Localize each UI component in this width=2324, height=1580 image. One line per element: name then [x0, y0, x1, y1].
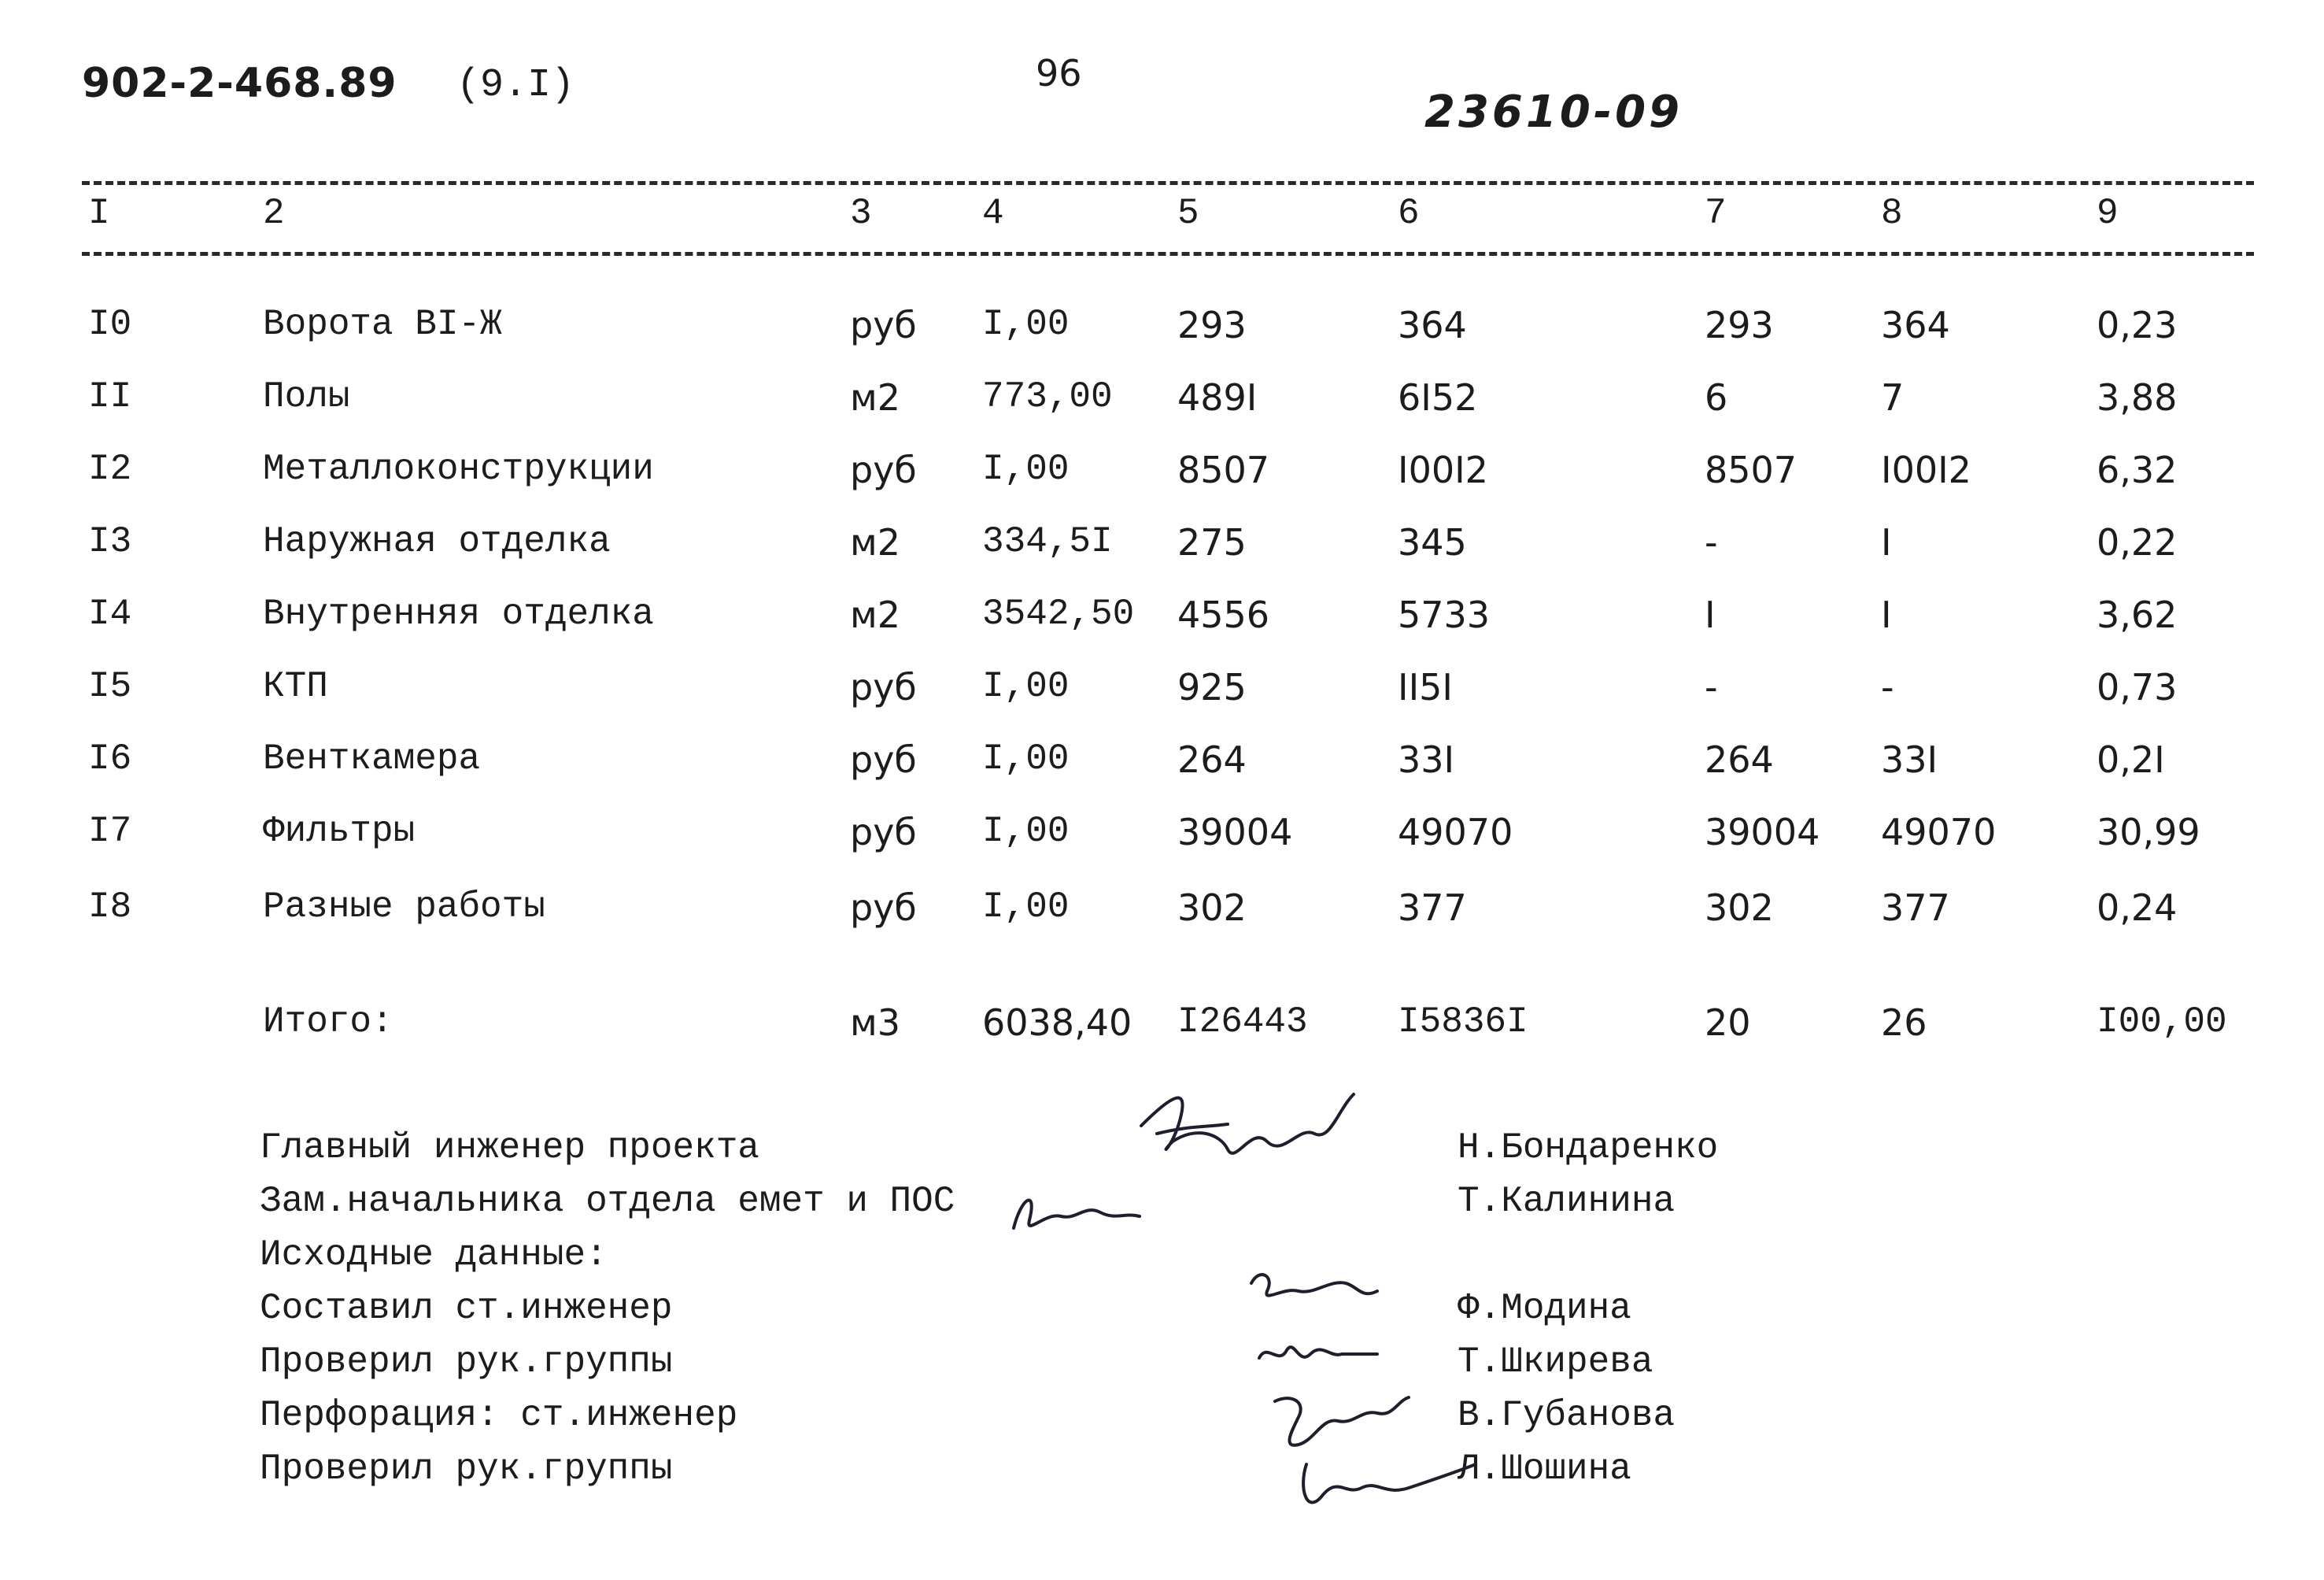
column-header: 4	[982, 193, 1004, 234]
row-number: I5	[88, 666, 132, 707]
cost-col5: 293	[1177, 304, 1247, 346]
cost-col6: I00I2	[1398, 449, 1488, 491]
unit: руб	[850, 738, 917, 781]
percent-share: 3,88	[2097, 376, 2178, 419]
cost-col8: 33I	[1881, 738, 1938, 781]
total-col8: 26	[1881, 1001, 1927, 1044]
signature-role: Зам.начальника отдела емет и ПОС	[260, 1181, 955, 1222]
cost-col7: -	[1705, 521, 1718, 564]
cost-col7: I	[1705, 594, 1716, 636]
row-number: II	[88, 376, 132, 417]
document-code: 902-2-468.89	[82, 60, 397, 107]
total-quantity: 6038,40	[982, 1001, 1132, 1044]
column-header: 3	[850, 193, 872, 234]
signature-role: Проверил рук.группы	[260, 1449, 673, 1489]
quantity: 3542,50	[982, 594, 1135, 635]
cost-col6: II5I	[1398, 666, 1453, 709]
signature-name: В.Губанова	[1458, 1395, 1676, 1436]
cost-col7: -	[1705, 666, 1718, 709]
item-name: Полы	[263, 376, 350, 417]
unit: руб	[850, 811, 917, 853]
cost-col8: 377	[1881, 886, 1950, 929]
item-name: КТП	[263, 666, 328, 707]
unit: руб	[850, 304, 917, 346]
cost-col5: 8507	[1177, 449, 1270, 491]
signature-role: Проверил рук.группы	[260, 1341, 673, 1382]
cost-col7: 8507	[1705, 449, 1797, 491]
cost-col8: 49070	[1881, 811, 1997, 853]
cost-col6: 33I	[1398, 738, 1455, 781]
cost-col5: 39004	[1177, 811, 1293, 853]
unit: руб	[850, 449, 917, 491]
cost-col6: 377	[1398, 886, 1467, 929]
signature-role: Перфорация: ст.инженер	[260, 1395, 738, 1436]
percent-share: 3,62	[2097, 594, 2178, 636]
total-unit: м3	[850, 1001, 900, 1044]
signature-name: Т.Калинина	[1458, 1181, 1676, 1222]
item-name: Ворота BI-Ж	[263, 304, 502, 345]
item-name: Наружная отделка	[263, 521, 611, 562]
cost-col5: 302	[1177, 886, 1247, 929]
quantity: I,00	[982, 811, 1070, 852]
column-header: I	[88, 193, 110, 234]
cost-col8: I00I2	[1881, 449, 1971, 491]
cost-col7: 302	[1705, 886, 1774, 929]
cost-col7: 39004	[1705, 811, 1820, 853]
archive-number: 23610-09	[1424, 87, 1683, 138]
total-label: Итого:	[263, 1001, 393, 1042]
cost-col5: 275	[1177, 521, 1247, 564]
cost-col5: 264	[1177, 738, 1247, 781]
signature-role: Главный инженер проекта	[260, 1127, 759, 1168]
handwritten-signature	[1291, 1441, 1480, 1527]
cost-col7: 293	[1705, 304, 1774, 346]
quantity: I,00	[982, 304, 1070, 345]
header-rule-top	[82, 181, 2254, 185]
total-col6: I5836I	[1398, 1001, 1528, 1042]
cost-col8: 364	[1881, 304, 1950, 346]
row-number: I6	[88, 738, 132, 779]
source-data-label: Исходные данные:	[260, 1234, 608, 1275]
item-name: Металлоконструкции	[263, 449, 654, 490]
column-header: 8	[1881, 193, 1903, 234]
row-number: I0	[88, 304, 132, 345]
cost-col8: I	[1881, 521, 1892, 564]
quantity: I,00	[982, 666, 1070, 707]
row-number: I4	[88, 594, 132, 635]
item-name: Венткамера	[263, 738, 481, 779]
cost-col5: 4556	[1177, 594, 1270, 636]
percent-share: 6,32	[2097, 449, 2178, 491]
signature-name: Н.Бондаренко	[1458, 1127, 1719, 1168]
item-name: Фильтры	[263, 811, 416, 852]
quantity: 773,00	[982, 376, 1113, 417]
percent-share: 0,24	[2097, 886, 2178, 929]
handwritten-signature	[1251, 1327, 1385, 1382]
quantity: I,00	[982, 886, 1070, 927]
percent-share: 0,23	[2097, 304, 2178, 346]
unit: м2	[850, 521, 900, 564]
cost-col6: 49070	[1398, 811, 1513, 853]
cost-col6: 345	[1398, 521, 1467, 564]
total-percent: I00,00	[2097, 1001, 2227, 1042]
handwritten-signature	[998, 1181, 1155, 1244]
item-name: Внутренняя отделка	[263, 594, 654, 635]
quantity: I,00	[982, 738, 1070, 779]
unit: м2	[850, 376, 900, 419]
cost-col8: 7	[1881, 376, 1905, 419]
item-name: Разные работы	[263, 886, 545, 927]
quantity: I,00	[982, 449, 1070, 490]
quantity: 334,5I	[982, 521, 1113, 562]
section-number: (9.I)	[456, 63, 575, 108]
percent-share: 0,2I	[2097, 738, 2165, 781]
handwritten-signature	[1243, 1260, 1385, 1323]
unit: м2	[850, 594, 900, 636]
cost-col5: 489I	[1177, 376, 1258, 419]
cost-col6: 6I52	[1398, 376, 1478, 419]
page-number: 96	[1036, 52, 1082, 94]
column-header: 2	[263, 193, 285, 234]
cost-col6: 364	[1398, 304, 1467, 346]
row-number: I2	[88, 449, 132, 490]
cost-col6: 5733	[1398, 594, 1491, 636]
column-header: 5	[1177, 193, 1199, 234]
cost-col8: -	[1881, 666, 1894, 709]
cost-col7: 6	[1705, 376, 1728, 419]
total-col5: I26443	[1177, 1001, 1308, 1042]
signature-name: Т.Шкирева	[1458, 1341, 1653, 1382]
handwritten-signature	[1125, 1079, 1362, 1189]
signature-name: Л.Шошина	[1458, 1449, 1631, 1489]
row-number: I3	[88, 521, 132, 562]
cost-col8: I	[1881, 594, 1892, 636]
cost-col5: 925	[1177, 666, 1247, 709]
column-header: 7	[1705, 193, 1727, 234]
cost-col7: 264	[1705, 738, 1774, 781]
percent-share: 0,73	[2097, 666, 2178, 709]
row-number: I8	[88, 886, 132, 927]
header-rule-bottom	[82, 252, 2254, 256]
column-header: 6	[1398, 193, 1420, 234]
unit: руб	[850, 886, 917, 929]
percent-share: 0,22	[2097, 521, 2178, 564]
signature-role: Составил ст.инженер	[260, 1288, 673, 1329]
percent-share: 30,99	[2097, 811, 2200, 853]
unit: руб	[850, 666, 917, 709]
signature-name: Ф.Модина	[1458, 1288, 1631, 1329]
total-col7: 20	[1705, 1001, 1751, 1044]
column-header: 9	[2097, 193, 2119, 234]
row-number: I7	[88, 811, 132, 852]
